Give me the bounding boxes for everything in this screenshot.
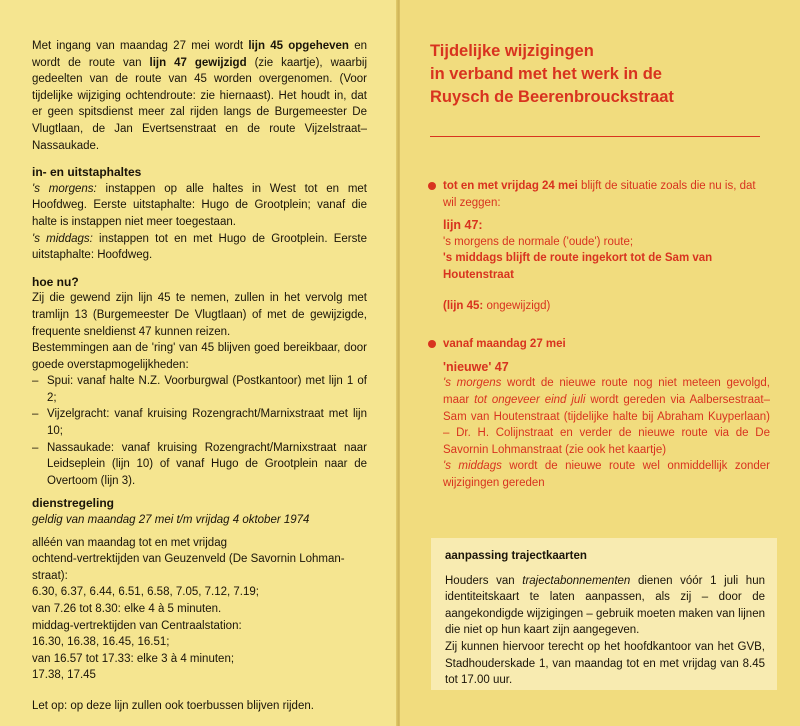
- page-title: [430, 40, 770, 109]
- lijn47-afternoon: 's middags blijft de route ingekort tot de Sam van Houtenstraat: [443, 252, 713, 281]
- intro-bold-lijn45: lijn 45 opgeheven: [248, 40, 349, 52]
- title-line: Ruysch de Beerenbrouckstraat: [430, 88, 674, 106]
- vanaf-morning-label: 's morgens: [443, 377, 502, 390]
- dienstregeling-geldig: geldig van maandag 27 mei t/m vrijdag 4 oktober 1974: [32, 514, 310, 527]
- schedule-line: van 16.57 tot 17.33: elke 3 à 4 minuten;: [32, 652, 235, 665]
- vanaf-morning-text-2: wordt gereden via Aalbersestraat–Sam van Houtenstraat (tijdelijke halte bij Abraham Kuyperlaan) – Dr. H. Colijnstraat en verder de nieuwe route via de De Savornin Lohmanstraat (zie ook het kaartje): [443, 393, 770, 456]
- intro-text-1: Met ingang van maandag 27 mei wordt: [32, 40, 249, 52]
- box-text-1: Houders van: [445, 574, 523, 587]
- dienstregeling-lines: [32, 535, 367, 684]
- intro-text-2: en wordt de route van: [32, 40, 368, 69]
- list-item: – Nassaukade: vanaf kruising Rozengracht/Marnixstraat naar Leidseplein (lijn 10) of vanaf Hugo de Grootplein naar de Overtoom (lijn 3).: [32, 440, 367, 490]
- intro-text-3: (zie kaartje), waarbij gedeelten van de route van 45 worden overgenomen. (Voor tijdelijke wijziging ochtendroute: zie hiernaast). Het houdt in, dat er geen spitsdienst meer zal rijden langs de Burgemeester De Vlugtlaan, de Jan Evertsenstraat en de route Vijzelstraat–Nassaukade.: [32, 56, 368, 152]
- box-text-2: dienen vóór 1 juli hun identiteitskaart te laten aanpassen, als zij – door de aangekondigde wijzigingen – gebruik moeten maken van lijnen die niet op hun kaart zijn aangegeven.: [445, 574, 765, 637]
- dienstregeling-heading: dienstregeling: [32, 496, 115, 511]
- left-panel: [0, 0, 397, 726]
- overstap-list: [32, 373, 367, 489]
- vanaf-morning-text-1: wordt de nieuwe route nog niet meteen gevolgd, maar: [443, 377, 770, 406]
- box-p1: [445, 573, 765, 639]
- intro-paragraph: [32, 38, 367, 154]
- until-text: blijft de situatie zoals die nu is, dat wil zeggen:: [443, 180, 756, 209]
- haltes-morning: [32, 181, 367, 231]
- schedule-line: 6.30, 6.37, 6.44, 6.51, 6.58, 7.05, 7.12, 7.19;: [32, 586, 259, 599]
- box-content: [445, 548, 765, 689]
- vanaf-morning-italic: tot ongeveer eind juli: [474, 393, 586, 406]
- bullet-until-24-mei: [428, 178, 770, 314]
- title-line: Tijdelijke wijzigingen: [430, 42, 594, 60]
- trajectkaarten-box: [431, 538, 777, 690]
- nieuwe-47-label: 'nieuwe' 47: [443, 359, 509, 374]
- left-column: [32, 38, 367, 715]
- until-date: tot en met vrijdag 24 mei: [443, 180, 578, 192]
- vanaf-heading: vanaf maandag 27 mei: [443, 338, 566, 351]
- schedule-line: 17.38, 17.45: [32, 669, 96, 682]
- haltes-morning-label: 's morgens:: [32, 182, 97, 195]
- haltes-heading: in- en uitstaphaltes: [32, 165, 142, 180]
- bullet-dot-icon: [428, 340, 436, 348]
- bullet-dot-icon: [428, 182, 436, 190]
- schedule-line: van 7.26 tot 8.30: elke 4 à 5 minuten.: [32, 603, 222, 615]
- box-heading: aanpassing trajectkaarten: [445, 550, 587, 562]
- haltes-morning-text: instappen op alle haltes in West tot en met Hoofdweg. Eerste uitstaphalte: Hugo de Grootplein; vanaf die halte is instappen niet meer toegestaan.: [32, 182, 367, 228]
- title-line: in verband met het werk in de: [430, 65, 662, 83]
- right-column: [428, 178, 770, 492]
- hoe-nu-p1: Zij die gewend zijn lijn 45 te nemen, zullen in het vervolg met tramlijn 13 (Burgemeester De Vlugtlaan) of met de gewijzigde, frequente sneldienst 47 kunnen reizen.: [32, 292, 367, 338]
- intro-bold-lijn47: lijn 47 gewijzigd: [149, 56, 247, 69]
- haltes-afternoon: [32, 231, 367, 264]
- lijn45-text: ongewijzigd): [483, 299, 551, 312]
- hoe-nu-heading: hoe nu?: [32, 274, 79, 289]
- schedule-line: ochtend-vertrektijden van Geuzenveld (De Savornin Lohman-straat):: [32, 553, 345, 582]
- vanaf-afternoon-label: 's middags: [443, 460, 502, 473]
- lijn47-label: lijn 47:: [443, 218, 483, 233]
- bullet-vanaf-27-mei: [428, 336, 770, 491]
- let-op-note: Let op: op deze lijn zullen ook toerbussen blijven rijden.: [32, 699, 314, 712]
- hoe-nu-p2: Bestemmingen aan de 'ring' van 45 blijven goed bereikbaar, door goede overstapmogelijkheden:: [32, 342, 367, 371]
- haltes-afternoon-text: instappen tot en met Hugo de Grootplein. Eerste uitstaphalte: Hoofdweg.: [32, 232, 367, 262]
- schedule-line: middag-vertrektijden van Centraalstation:: [32, 619, 242, 632]
- list-item: – Spui: vanaf halte N.Z. Voorburgwal (Postkantoor) met lijn 1 of 2;: [32, 373, 367, 406]
- box-italic: trajectabonnementen: [522, 574, 631, 587]
- schedule-line: 16.30, 16.38, 16.45, 16.51;: [32, 636, 170, 649]
- schedule-line: alléén van maandag tot en met vrijdag: [32, 536, 227, 549]
- title-rule: [430, 136, 760, 137]
- box-p2: Zij kunnen hiervoor terecht op het hoofdkantoor van het GVB, Stadhouderskade 1, van maandag tot en met vrijdag van 8.45 tot 17.00 uur.: [445, 640, 765, 687]
- lijn47-morning: 's morgens de normale ('oude') route;: [443, 235, 634, 248]
- vanaf-afternoon-text: wordt de nieuwe route wel onmiddellijk zonder wijzigingen gereden: [443, 460, 771, 489]
- lijn45-label: (lijn 45:: [443, 299, 484, 312]
- haltes-afternoon-label: 's middags:: [32, 232, 93, 245]
- list-item: – Vijzelgracht: vanaf kruising Rozengracht/Marnixstraat met lijn 10;: [32, 406, 367, 439]
